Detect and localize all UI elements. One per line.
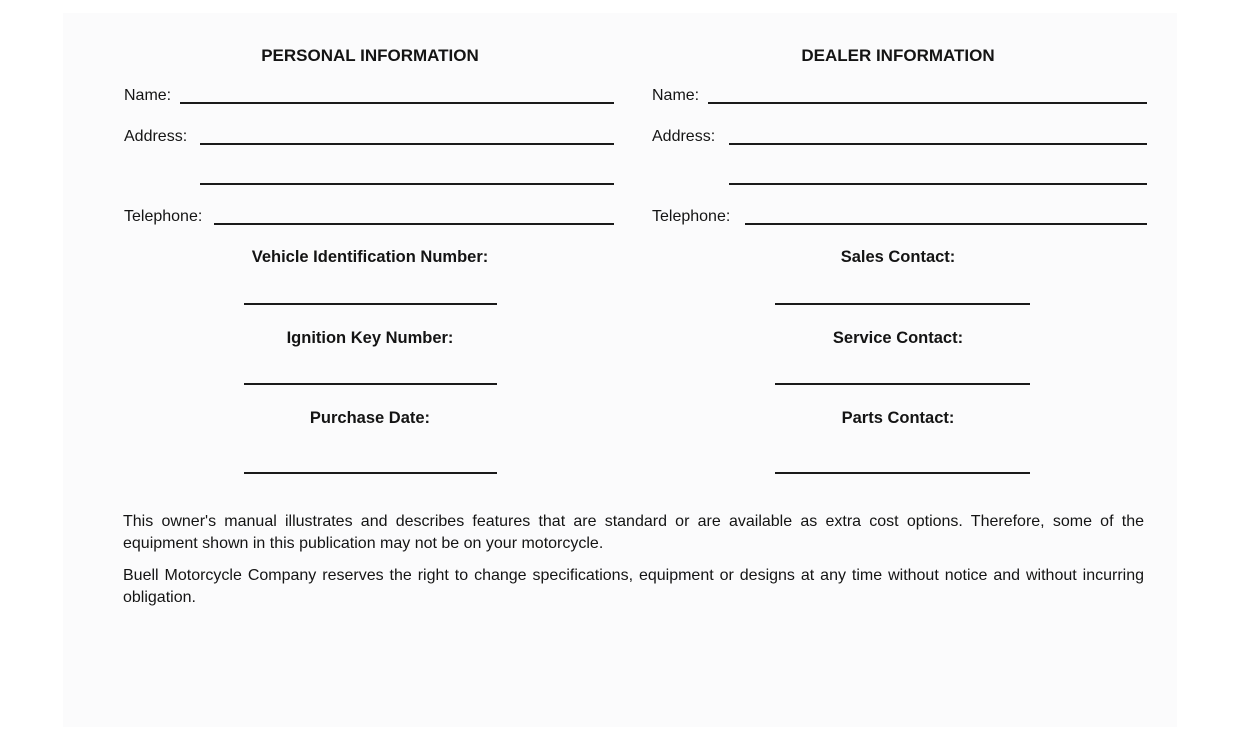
vin-line[interactable] (244, 303, 497, 305)
service-contact-label: Service Contact: (832, 329, 964, 347)
personal-address-line-1[interactable] (200, 143, 614, 145)
dealer-address-line-1[interactable] (729, 143, 1147, 145)
purchase-date-label: Purchase Date: (309, 409, 431, 427)
equipment-notice-paragraph: This owner's manual illustrates and describes features that are standard or are available as extra cost options. Therefore, some of the equipment shown in this publication may not be on your motorcycle. (123, 513, 1144, 552)
service-contact-line[interactable] (775, 383, 1030, 385)
dealer-name-line[interactable] (708, 102, 1147, 104)
personal-telephone-line[interactable] (214, 223, 614, 225)
personal-info-heading: PERSONAL INFORMATION (261, 46, 479, 65)
dealer-address-line-2[interactable] (729, 183, 1147, 185)
dealer-address-label: Address: (652, 128, 716, 145)
personal-address-label: Address: (124, 128, 188, 145)
form-sheet (63, 13, 1177, 727)
parts-contact-label: Parts Contact: (841, 409, 955, 427)
sales-contact-line[interactable] (775, 303, 1030, 305)
rights-notice-paragraph: Buell Motorcycle Company reserves the right to change specifications, equipment or designs at any time without notice and without incurring obligation. (123, 567, 1144, 606)
ignition-key-line[interactable] (244, 383, 497, 385)
personal-name-line[interactable] (180, 102, 614, 104)
dealer-telephone-line[interactable] (745, 223, 1147, 225)
dealer-info-heading: DEALER INFORMATION (801, 46, 995, 65)
personal-telephone-label: Telephone: (124, 208, 203, 225)
dealer-name-label: Name: (652, 87, 700, 104)
sales-contact-label: Sales Contact: (840, 248, 956, 266)
ignition-key-label: Ignition Key Number: (286, 329, 454, 347)
parts-contact-line[interactable] (775, 472, 1030, 474)
personal-name-label: Name: (124, 87, 172, 104)
personal-address-line-2[interactable] (200, 183, 614, 185)
dealer-telephone-label: Telephone: (652, 208, 731, 225)
purchase-date-line[interactable] (244, 472, 497, 474)
vin-label: Vehicle Identification Number: (251, 248, 489, 266)
